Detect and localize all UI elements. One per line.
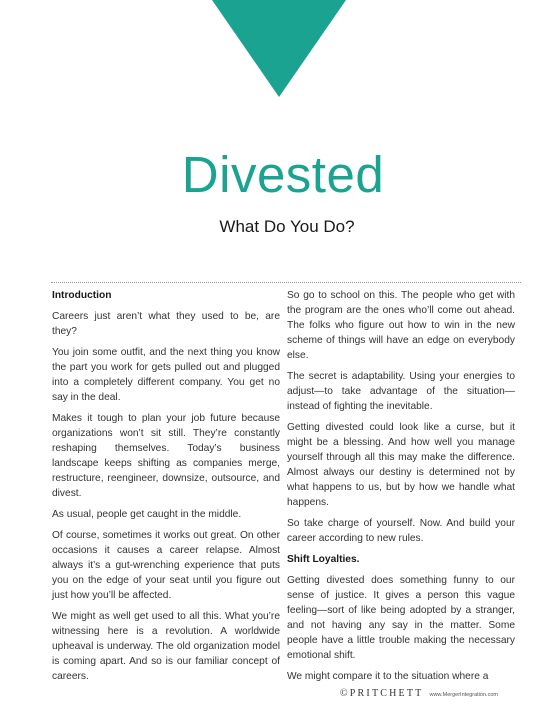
- paragraph: Getting divested could look like a curse, but it might be a blessing. And how well you manage yourself through all this may make the difference. Almost always our destiny is determined not by what happens to us, but by how we handle what happens.: [287, 422, 515, 508]
- paragraph: Of course, sometimes it works out great. On other occasions it causes a career relapse. Almost always it’s a gut-wrenching experience that puts you on the edge of your seat until you figure out just how you’ll be affected.: [52, 530, 280, 601]
- footer-url: www.MergerIntegration.com: [429, 692, 498, 698]
- page-title: Divested: [181, 146, 385, 203]
- decorative-triangle: [212, 0, 346, 97]
- right-column: [287, 288, 515, 690]
- brand-logo: ©PRITCHETT: [340, 688, 424, 699]
- left-column: [52, 288, 280, 690]
- paragraph: We might compare it to the situation where a: [287, 671, 489, 682]
- paragraph: As usual, people get caught in the middle.: [52, 509, 242, 520]
- paragraph: Makes it tough to plan your job future because organizations won’t sit still. They’re constantly reshaping themselves. Today’s business landscape keeps shifting as companies merge, restructure, reengineer, downsize, outsource, and divest.: [52, 413, 280, 499]
- footer: [340, 688, 540, 699]
- section-heading-shift-loyalties: Shift Loyalties.: [287, 554, 360, 565]
- paragraph: Careers just aren’t what they used to be, are they?: [52, 311, 280, 337]
- paragraph: So go to school on this. The people who get with the program are the ones who’ll come out ahead. The folks who figure out how to win in the new scheme of things will have an edge on everybody else.: [287, 290, 515, 361]
- dotted-divider: [51, 282, 521, 283]
- paragraph: We might as well get used to all this. What you’re witnessing here is a revolution. A worldwide upheaval is underway. The old organization model is coming apart. And so is our familiar concept of careers.: [52, 611, 280, 682]
- paragraph: So take charge of yourself. Now. And build your career according to new rules.: [287, 518, 515, 544]
- paragraph: You join some outfit, and the next thing you know the part you work for gets pulled out and plugged into a completely different company. You get no say in the deal.: [52, 347, 280, 403]
- section-heading-introduction: Introduction: [52, 290, 112, 301]
- paragraph: The secret is adaptability. Using your energies to adjust—to take advantage of the situation—instead of fighting the inevitable.: [287, 371, 515, 412]
- page-subtitle: What Do You Do?: [219, 217, 355, 236]
- paragraph: Getting divested does something funny to our sense of justice. It gives a person this vague feeling—sort of like being adopted by a stranger, and not having any say in the matter. Some people have a little trouble making the necessary emotional shift.: [287, 575, 515, 661]
